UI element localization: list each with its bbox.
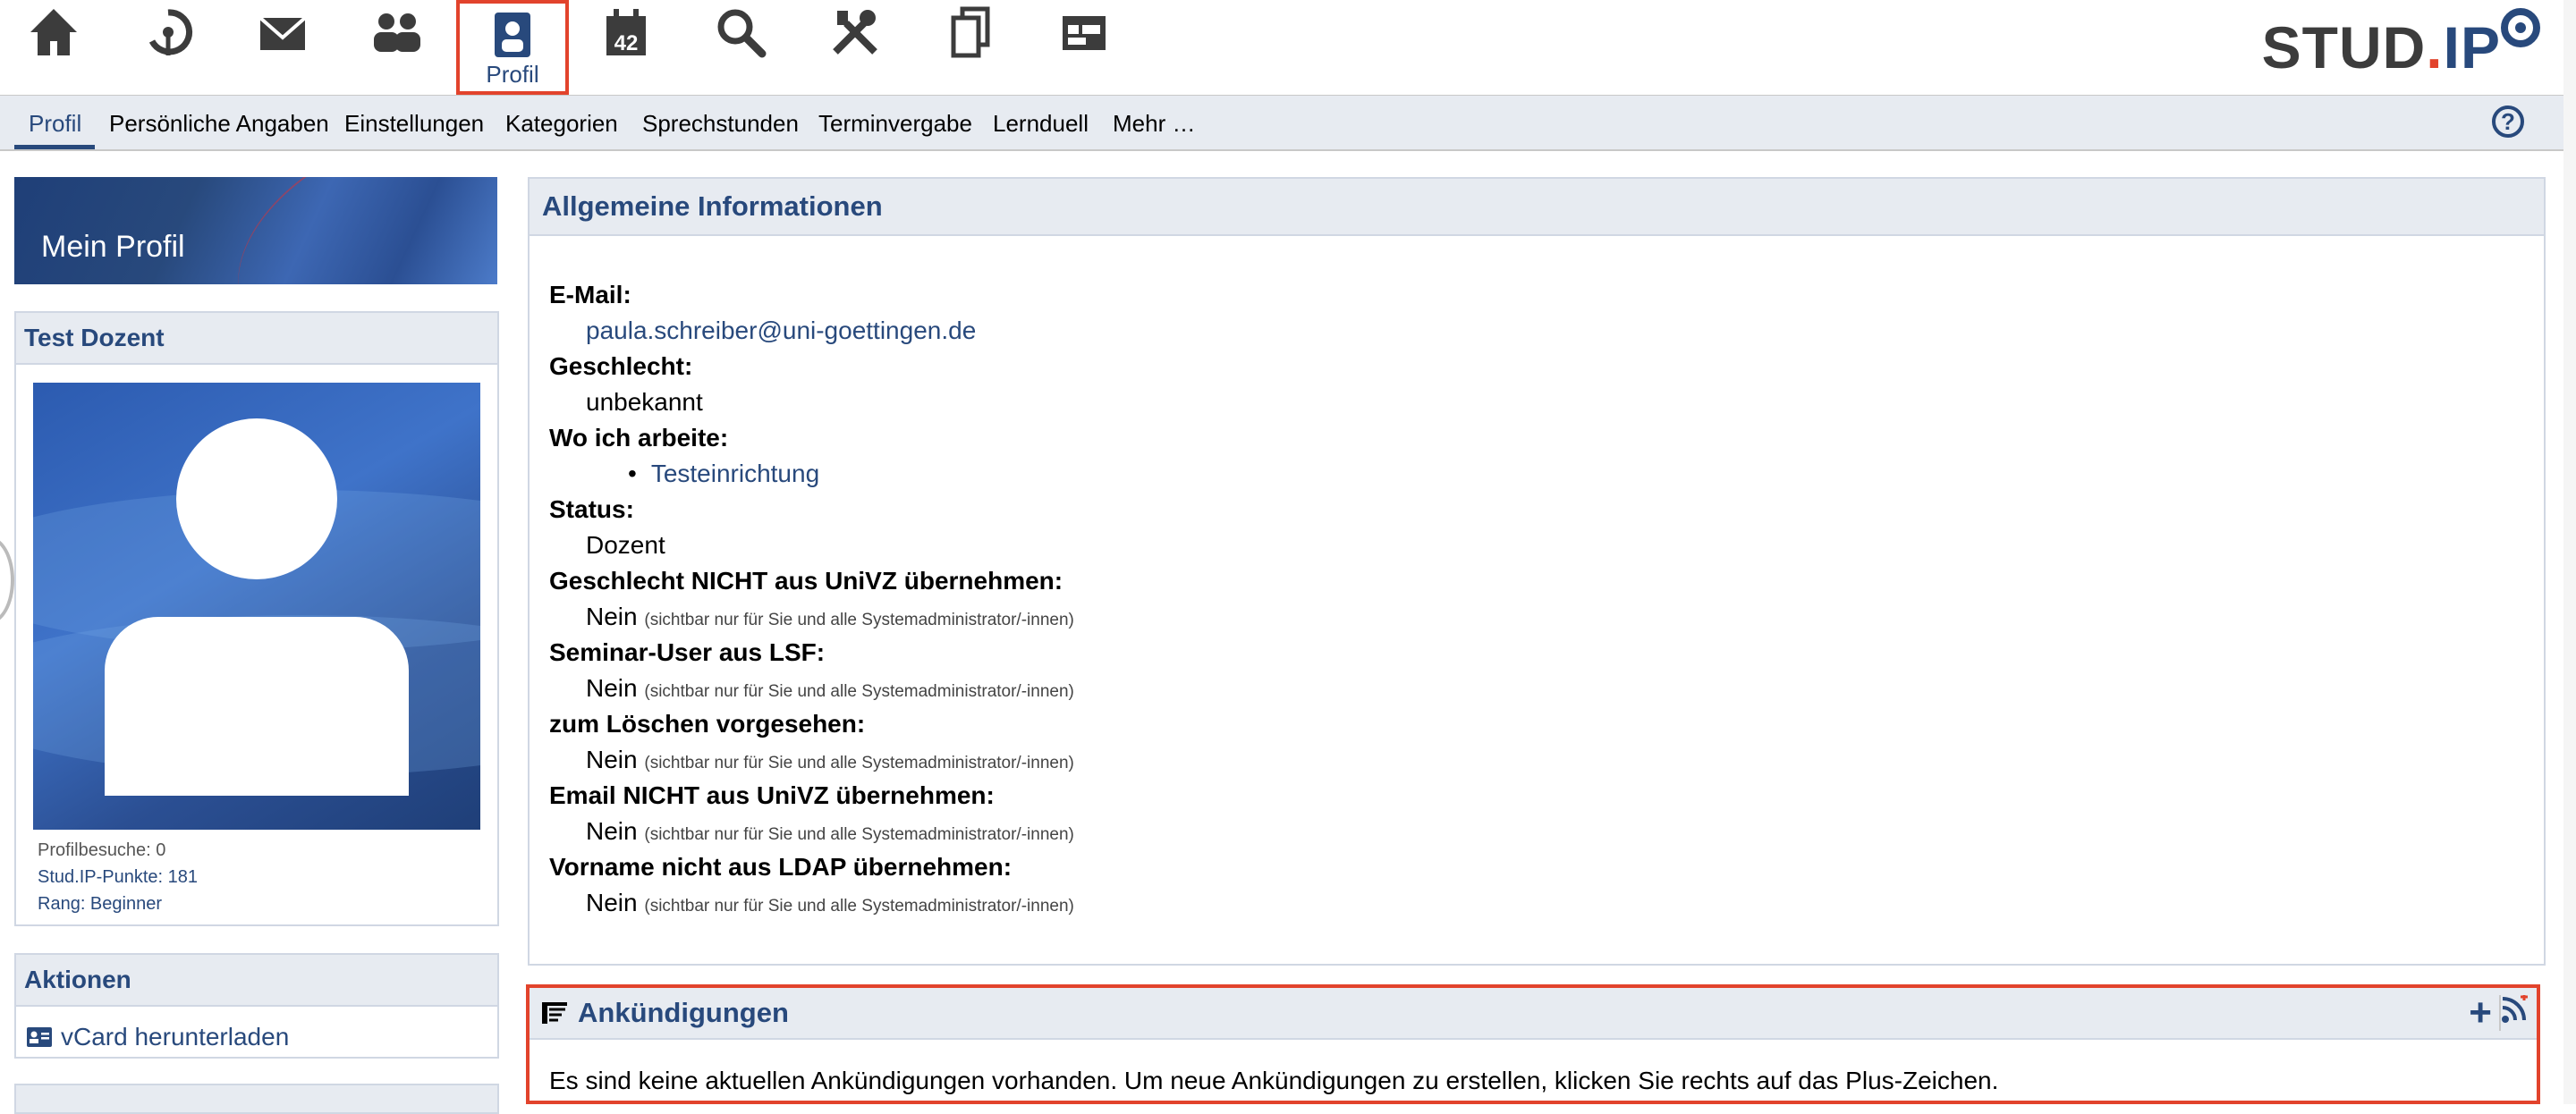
nav-calendar[interactable] <box>572 0 680 95</box>
gender-label: Geschlecht: <box>549 352 693 380</box>
actions-box <box>14 953 499 1059</box>
community-icon <box>369 5 426 59</box>
tab-einstellungen[interactable]: Einstellungen <box>344 110 485 137</box>
nav-dashboard[interactable] <box>1030 0 1138 95</box>
field-label: Email NICHT aus UniVZ übernehmen: <box>549 781 995 809</box>
top-navigation <box>0 0 2563 97</box>
logo-mark-icon <box>2501 8 2540 47</box>
general-info-box <box>528 177 2546 966</box>
avatar-head <box>176 418 337 579</box>
logo-text: STUD.IP <box>2261 14 2501 80</box>
nav-messages[interactable] <box>229 0 336 95</box>
tab-lernduell[interactable]: Lernduell <box>993 110 1089 137</box>
email-link[interactable]: paula.schreiber@uni-goettingen.de <box>586 316 977 344</box>
nav-search[interactable] <box>687 0 794 95</box>
avatar-body <box>105 617 409 796</box>
nav-home[interactable] <box>0 0 107 95</box>
nav-community[interactable] <box>343 0 451 95</box>
email-label: E-Mail: <box>549 281 631 308</box>
profile-icon <box>486 9 539 59</box>
files-icon <box>943 5 996 59</box>
vcard-download-link[interactable] <box>16 1007 497 1057</box>
sidebar-hero <box>14 177 497 284</box>
search-icon <box>714 5 767 59</box>
field-label: Geschlecht NICHT aus UniVZ übernehmen: <box>549 567 1063 595</box>
home-icon <box>27 5 80 59</box>
tools-icon <box>828 5 882 59</box>
announcements-title: Ankündigungen <box>578 997 789 1028</box>
dashboard-icon <box>1057 5 1111 59</box>
studip-points[interactable]: Stud.IP-Punkte: 181 <box>38 867 199 887</box>
side-handle[interactable] <box>0 536 14 624</box>
workplace-label: Wo ich arbeite: <box>549 424 729 452</box>
field-label: Vorname nicht aus LDAP übernehmen: <box>549 853 1013 881</box>
nav-tools[interactable] <box>801 0 909 95</box>
vcard-icon <box>27 1027 52 1047</box>
field-value: Nein (sichtbar nur für Sie und alle Systemadministrator/-innen) <box>586 817 1074 845</box>
calendar-day: 42 <box>614 31 639 55</box>
help-icon[interactable]: ? <box>2492 105 2524 138</box>
field-label: zum Löschen vorgesehen: <box>549 710 866 738</box>
field-value: Nein (sichtbar nur für Sie und alle Systemadministrator/-innen) <box>586 889 1074 916</box>
tab-sprechstunden[interactable]: Sprechstunden <box>642 110 799 137</box>
field-value: Nein (sichtbar nur für Sie und alle Systemadministrator/-innen) <box>586 746 1074 773</box>
field-label: Seminar-User aus LSF: <box>549 638 826 666</box>
tab-persoenliche-angaben[interactable]: Persönliche Angaben <box>109 110 329 137</box>
calendar-icon <box>599 5 653 59</box>
add-announcement-icon[interactable]: + <box>2469 991 2492 1034</box>
nav-files[interactable] <box>916 0 1023 95</box>
announcements-box <box>526 984 2540 1104</box>
vcard-label: vCard herunterladen <box>61 1023 290 1051</box>
nav-profile-label: Profil <box>486 61 539 88</box>
workplace-link[interactable]: • Testeinrichtung <box>628 460 819 488</box>
tab-mehr[interactable]: Mehr … <box>1113 110 1196 137</box>
gender-value: unbekannt <box>586 388 703 416</box>
sidebar-title: Mein Profil <box>41 230 185 264</box>
user-name: Test Dozent <box>16 313 497 365</box>
activity-icon <box>141 5 195 59</box>
tab-kategorien[interactable]: Kategorien <box>505 110 618 137</box>
sub-navigation <box>0 96 2563 151</box>
actions-title: Aktionen <box>16 955 497 1007</box>
studip-logo[interactable] <box>2262 0 2537 95</box>
status-value: Dozent <box>586 531 665 559</box>
tab-profil[interactable]: Profil <box>29 110 82 137</box>
user-info-box <box>14 311 499 926</box>
active-tab-indicator <box>14 145 95 149</box>
nav-activity[interactable] <box>114 0 222 95</box>
profile-visits: Profilbesuche: 0 <box>38 840 166 860</box>
sidebar-next-box <box>14 1084 499 1114</box>
mail-icon <box>256 5 309 59</box>
announcements-header <box>530 988 2537 1040</box>
tab-terminvergabe[interactable]: Terminvergabe <box>818 110 972 137</box>
avatar[interactable] <box>33 383 480 830</box>
status-label: Status: <box>549 495 634 523</box>
field-value: Nein (sichtbar nur für Sie und alle Systemadministrator/-innen) <box>586 603 1074 630</box>
general-info-title: Allgemeine Informationen <box>530 179 2544 236</box>
scrollbar[interactable] <box>2563 0 2576 1104</box>
announcements-message: Es sind keine aktuellen Ankündigungen vorhanden. Um neue Ankündigungen zu erstellen, klicken Sie rechts auf das Plus-Zeichen. <box>549 1067 1999 1094</box>
rss-icon[interactable] <box>2501 995 2528 1024</box>
announcement-icon <box>540 1000 569 1025</box>
rank[interactable]: Rang: Beginner <box>38 894 162 914</box>
field-value: Nein (sichtbar nur für Sie und alle Systemadministrator/-innen) <box>586 674 1074 702</box>
nav-profile[interactable] <box>456 0 569 95</box>
